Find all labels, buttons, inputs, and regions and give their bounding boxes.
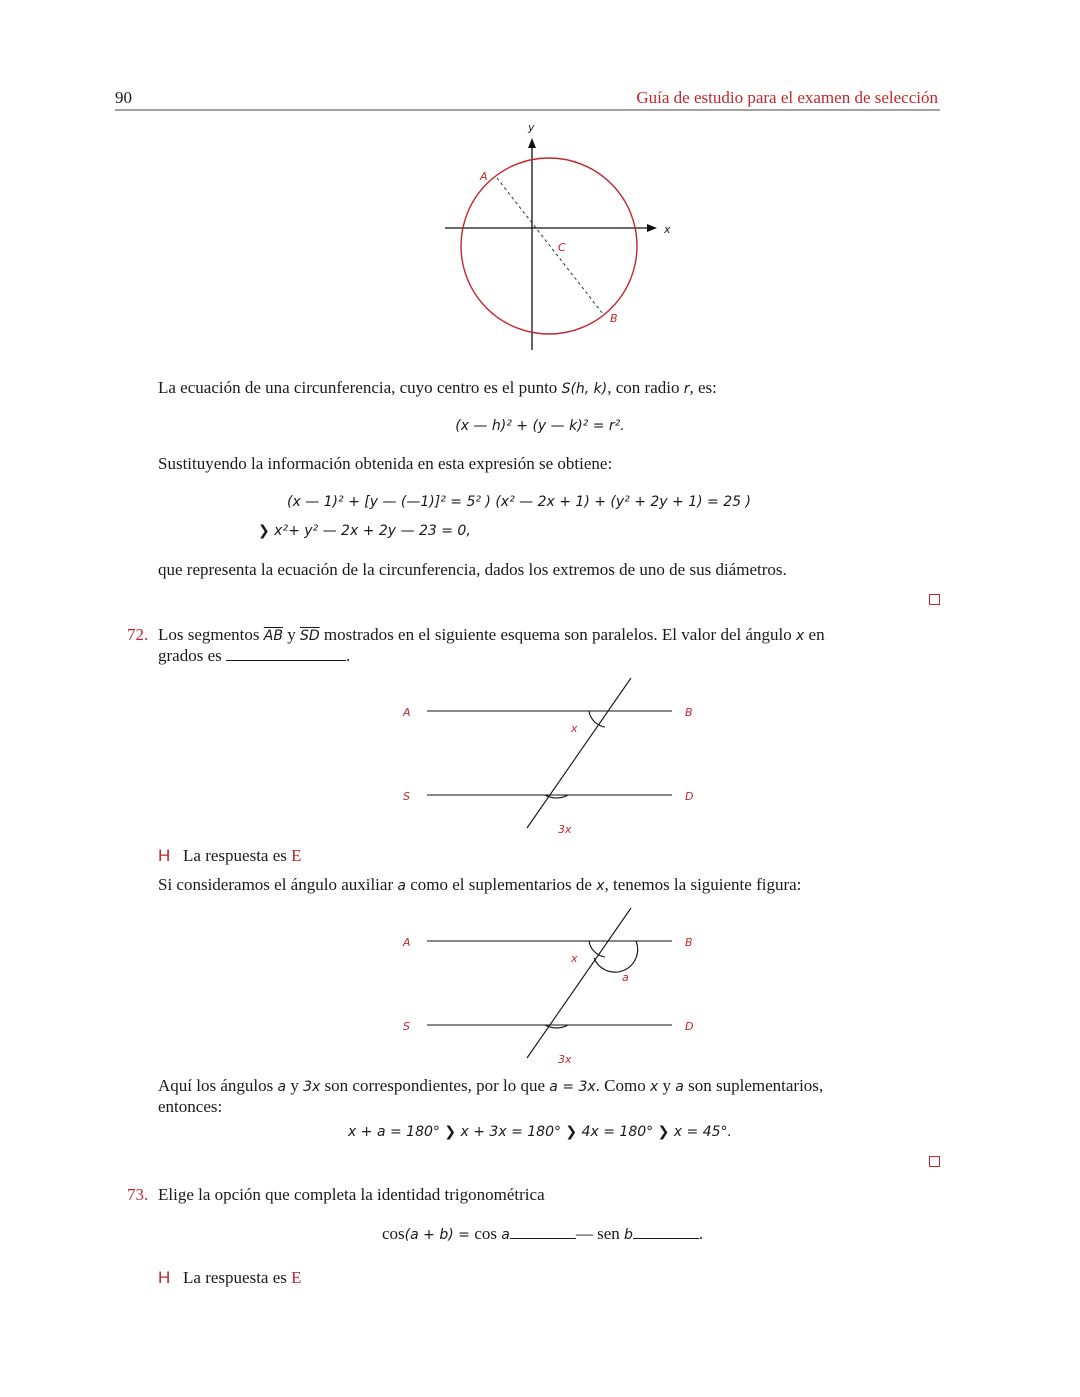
y-axis-label: y bbox=[528, 121, 535, 134]
question-number: 72. bbox=[127, 625, 149, 644]
label-3x: 3x bbox=[558, 1053, 572, 1066]
label-a: A bbox=[403, 936, 411, 949]
point-c-label: C bbox=[558, 241, 566, 254]
parallel-figure-2 bbox=[427, 908, 672, 1058]
paragraph: Sustituyendo la información obtenida en esta expresión se obtiene: bbox=[158, 454, 613, 473]
point-b-label: B bbox=[610, 312, 618, 325]
label-x: x bbox=[571, 722, 578, 735]
qed-icon bbox=[929, 1156, 940, 1167]
equation: (x — 1)² + [y — (—1)]² = 5² ) (x² — 2x + 1) + (y² + 2y + 1) = 25 ) bbox=[287, 494, 751, 510]
qed-icon bbox=[929, 594, 940, 605]
label-x: x bbox=[571, 952, 578, 965]
label-s: S bbox=[403, 1020, 410, 1033]
identity-equation: cos(a + b) = cos a — sen b . bbox=[382, 1224, 704, 1243]
label-b: B bbox=[685, 936, 693, 949]
paragraph: La ecuación de una circunferencia, cuyo centro es el punto S(h, k), con radio r, es: bbox=[158, 378, 717, 397]
question-text: Elige la opción que completa la identidad trigonométrica bbox=[158, 1185, 545, 1204]
question-text: Los segmentos $\overline{AB}$ y $\overline{SD}$ mostrados en el siguiente esquema son paralelos. El valor del ángulo x en bbox=[158, 625, 825, 644]
answer-blank bbox=[510, 1224, 576, 1239]
x-axis-label: x bbox=[664, 223, 671, 236]
circle-figure bbox=[445, 138, 657, 350]
page-number: 90 bbox=[115, 88, 132, 107]
label-b: B bbox=[685, 706, 693, 719]
x-arrow-icon bbox=[647, 224, 657, 232]
label-a: A bbox=[403, 706, 411, 719]
parallel-figure-1 bbox=[427, 678, 672, 828]
y-arrow-icon bbox=[528, 138, 536, 148]
question-text: grados es . bbox=[158, 646, 351, 665]
paragraph: entonces: bbox=[158, 1097, 223, 1116]
running-title: Guía de estudio para el examen de selección bbox=[636, 88, 938, 107]
paragraph: Si consideramos el ángulo auxiliar a como el suplementarios de x, tenemos la siguiente figura: bbox=[158, 875, 802, 894]
equation: ❯ x²+ y² — 2x + 2y — 23 = 0, bbox=[258, 523, 471, 539]
answer-blank bbox=[633, 1224, 699, 1239]
answer-line: H La respuesta es E bbox=[158, 1268, 302, 1287]
answer-blank bbox=[226, 646, 346, 661]
label-3x: 3x bbox=[558, 823, 572, 836]
question-number: 73. bbox=[127, 1185, 149, 1204]
diameter bbox=[497, 178, 603, 314]
label-d: D bbox=[685, 1020, 694, 1033]
label-s: S bbox=[403, 790, 410, 803]
point-a-label: A bbox=[480, 170, 488, 183]
equation: x + a = 180° ❯ x + 3x = 180° ❯ 4x = 180° ❯ x = 45°. bbox=[348, 1124, 732, 1140]
paragraph: Aquí los ángulos a y 3x son correspondientes, por lo que a = 3x. Como x y a son suplementarios, bbox=[158, 1076, 824, 1095]
answer-line: H La respuesta es E bbox=[158, 846, 302, 865]
label-alpha: a bbox=[622, 971, 629, 984]
paragraph: que representa la ecuación de la circunferencia, dados los extremos de uno de sus diámetros. bbox=[158, 560, 787, 579]
equation: (x — h)² + (y — k)² = r². bbox=[455, 418, 625, 434]
label-d: D bbox=[685, 790, 694, 803]
